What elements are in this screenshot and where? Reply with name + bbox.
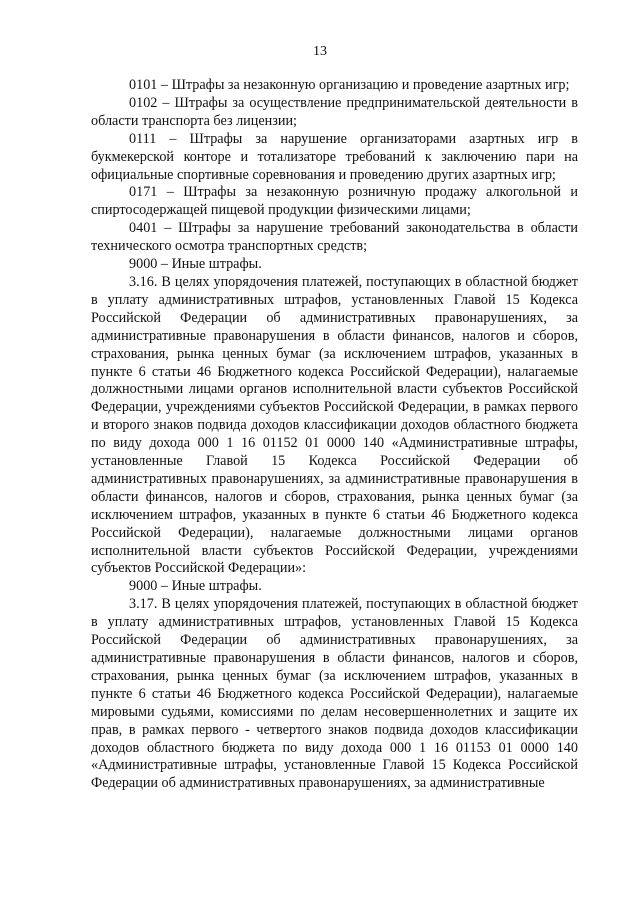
paragraph-code-0401: 0401 – Штрафы за нарушение требований законодательства в области технического осмотра транспортных средств; <box>91 220 578 255</box>
paragraph-code-0101: 0101 – Штрафы за незаконную организацию и проведение азартных игр; <box>129 77 570 93</box>
paragraph-code-0111: 0111 – Штрафы за нарушение организаторами азартных игр в букмекерской конторе и тотализаторе требований к заключению пари на официальные спортивные соревнования и проведению других азартных игр; <box>91 130 578 183</box>
paragraph-code-9000: 9000 – Иные штрафы. <box>129 256 262 273</box>
page-number: 13 <box>313 44 327 59</box>
paragraph-code-0171: 0171 – Штрафы за незаконную розничную продажу алкогольной и спиртосодержащей пищевой продукции физическими лицами; <box>91 184 578 219</box>
paragraph-section-3-16: 3.16. В целях упорядочения платежей, поступающих в областной бюджет в уплату административных штрафов, установленных Главой 15 Кодекса Российской Федерации об административных правонарушениях, за административные правонарушения в области финансов, налогов и сборов, страхования, рынка ценных бумаг (за исключением штрафов, указанных в пункте 6 статьи 46 Бюджетного кодекса Российской Федерации), налагаемые должностными лицами органов исполнительной власти субъектов Российской Федерации, учреждениями субъектов Российской Федерации, в рамках первого и второго знаков подвида доходов классификации доходов областного бюджета по виду дохода 000 1 16 01152 01 0000 140 «Административные штрафы, установленные Главой 15 Кодекса Российской Федерации об административных правонарушениях, за административные правонарушения в области финансов, налогов и сборов, страхования, рынка ценных бумаг (за исключением штрафов, указанных в пункте 6 статьи 46 Бюджетного кодекса Российской Федерации), налагаемые должностными лицами органов исполнительной власти субъектов Российской Федерации, учреждениями субъектов Российской Федерации»: <box>91 273 578 577</box>
document-body <box>91 77 578 793</box>
paragraph-code-0102: 0102 – Штрафы за осуществление предпринимательской деятельности в области транспорта без лицензии; <box>91 94 578 129</box>
paragraph-code-9000-second: 9000 – Иные штрафы. <box>129 578 262 595</box>
paragraph-section-3-17: 3.17. В целях упорядочения платежей, поступающих в областной бюджет в уплату административных штрафов, установленных Главой 15 Кодекса Российской Федерации об административных правонарушениях, за административные правонарушения в области финансов, налогов и сборов, страхования, рынка ценных бумаг (за исключением штрафов, указанных в пункте 6 статьи 46 Бюджетного кодекса Российской Федерации), налагаемые мировыми судьями, комиссиями по делам несовершеннолетних и защите их прав, в рамках первого - четвертого знаков подвида доходов классификации доходов областного бюджета по виду дохода 000 1 16 01153 01 0000 140 «Административные штрафы, установленные Главой 15 Кодекса Российской Федерации об административных правонарушениях, за административные <box>91 596 578 792</box>
